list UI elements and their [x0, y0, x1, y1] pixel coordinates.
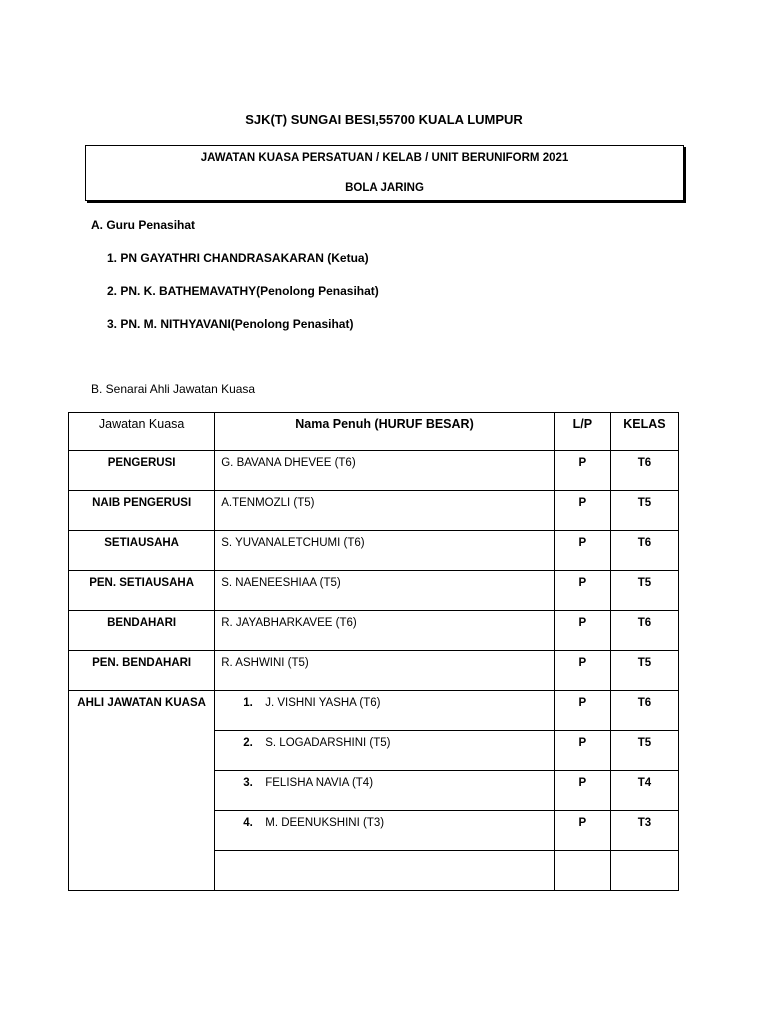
name-cell: R. JAYABHARKAVEE (T6) — [215, 611, 555, 651]
ajk-position-cell: AHLI JAWATAN KUASA — [69, 691, 215, 891]
ajk-number: 1. — [243, 697, 253, 709]
kelas-cell: T4 — [610, 771, 678, 811]
col-header-kelas: KELAS — [610, 413, 678, 451]
ajk-number: 4. — [243, 817, 253, 829]
table-header-row — [69, 413, 679, 451]
kelas-cell: T5 — [610, 491, 678, 531]
ajk-name: J. VISHNI YASHA (T6) — [265, 697, 381, 709]
lp-cell: P — [554, 611, 610, 651]
name-cell: S. YUVANALETCHUMI (T6) — [215, 531, 555, 571]
lp-cell: P — [554, 491, 610, 531]
lp-cell: P — [554, 731, 610, 771]
committee-table — [68, 412, 679, 891]
kelas-cell: T6 — [610, 691, 678, 731]
ajk-name: M. DEENUKSHINI (T3) — [265, 817, 385, 829]
col-header-name: Nama Penuh (HURUF BESAR) — [215, 413, 555, 451]
name-cell: S. NAENEESHIAA (T5) — [215, 571, 555, 611]
title-line-2: BOLA JARING — [345, 182, 424, 194]
lp-cell: P — [554, 691, 610, 731]
ajk-number: 2. — [243, 737, 253, 749]
empty-cell — [610, 851, 678, 891]
title-box — [85, 145, 684, 201]
empty-cell — [215, 851, 555, 891]
col-header-position: Jawatan Kuasa — [69, 413, 215, 451]
position-cell: PEN. SETIAUSAHA — [69, 571, 215, 611]
position-cell: PENGERUSI — [69, 451, 215, 491]
ajk-name: FELISHA NAVIA (T4) — [265, 777, 374, 789]
advisor-1: 1. PN GAYATHRI CHANDRASAKARAN (Ketua) — [107, 251, 369, 265]
section-b-heading: B. Senarai Ahli Jawatan Kuasa — [91, 382, 256, 396]
kelas-cell: T6 — [610, 531, 678, 571]
kelas-cell: T6 — [610, 451, 678, 491]
lp-cell: P — [554, 531, 610, 571]
ajk-name-cell — [215, 691, 555, 731]
ajk-name: S. LOGADARSHINI (T5) — [265, 737, 391, 749]
name-cell: A.TENMOZLI (T5) — [215, 491, 555, 531]
lp-cell: P — [554, 571, 610, 611]
position-cell: PEN. BENDAHARI — [69, 651, 215, 691]
lp-cell: P — [554, 651, 610, 691]
table-row — [69, 691, 679, 731]
kelas-cell: T3 — [610, 811, 678, 851]
table-row — [69, 571, 679, 611]
ajk-number: 3. — [243, 777, 253, 789]
ajk-name-cell — [215, 731, 555, 771]
kelas-cell: T5 — [610, 571, 678, 611]
school-name: SJK(T) SUNGAI BESI,55700 KUALA LUMPUR — [245, 112, 523, 127]
ajk-name-cell — [215, 771, 555, 811]
kelas-cell: T6 — [610, 611, 678, 651]
position-cell: NAIB PENGERUSI — [69, 491, 215, 531]
title-line-1: JAWATAN KUASA PERSATUAN / KELAB / UNIT BERUNIFORM 2021 — [200, 152, 569, 164]
table-row — [69, 611, 679, 651]
lp-cell: P — [554, 811, 610, 851]
ajk-name-cell — [215, 811, 555, 851]
name-cell: R. ASHWINI (T5) — [215, 651, 555, 691]
table-row — [69, 531, 679, 571]
advisor-3: 3. PN. M. NITHYAVANI(Penolong Penasihat) — [107, 317, 354, 331]
position-cell: SETIAUSAHA — [69, 531, 215, 571]
col-header-lp: L/P — [554, 413, 610, 451]
advisor-2: 2. PN. K. BATHEMAVATHY(Penolong Penasihat) — [107, 284, 379, 298]
table-row — [69, 451, 679, 491]
name-cell: G. BAVANA DHEVEE (T6) — [215, 451, 555, 491]
section-a-heading: A. Guru Penasihat — [91, 218, 196, 232]
kelas-cell: T5 — [610, 651, 678, 691]
kelas-cell: T5 — [610, 731, 678, 771]
table-row — [69, 651, 679, 691]
empty-cell — [554, 851, 610, 891]
lp-cell: P — [554, 451, 610, 491]
table-row — [69, 491, 679, 531]
lp-cell: P — [554, 771, 610, 811]
position-cell: BENDAHARI — [69, 611, 215, 651]
